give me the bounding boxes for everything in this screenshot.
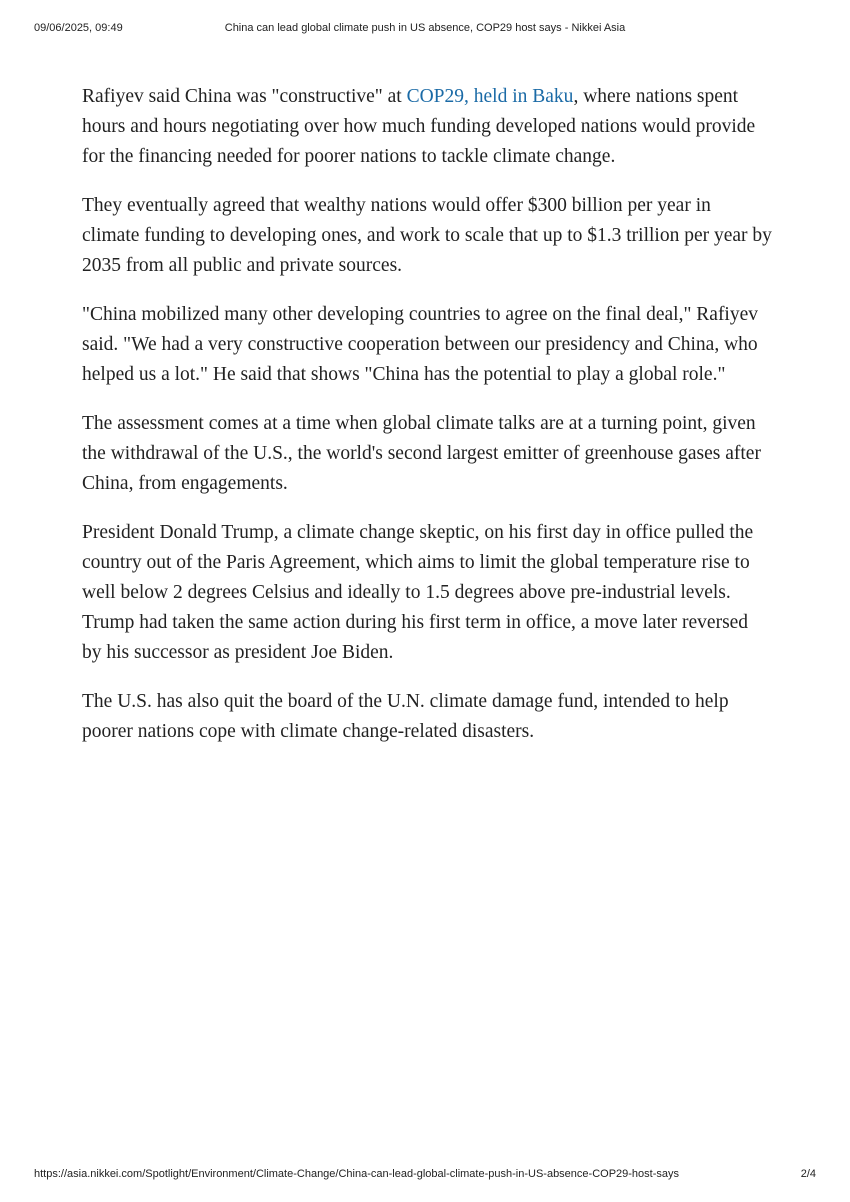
paragraph-text: , where nations spent hours and hours negotiating over how much funding developed nations would provide for the financing needed for poorer nations to tackle climate change.: [82, 86, 756, 167]
print-footer: [34, 1168, 816, 1182]
print-page-number: 2/4: [800, 1168, 816, 1180]
article-paragraph-4: The assessment comes at a time when global climate talks are at a turning point, given the withdrawal of the U.S., the world's second largest emitter of greenhouse gases after China, from engagements.: [82, 413, 761, 494]
paragraph-text: Rafiyev said China was "constructive" at: [82, 86, 407, 107]
print-page-title: China can lead global climate push in US absence, COP29 host says - Nikkei Asia: [224, 22, 626, 34]
cop29-link[interactable]: COP29, held in Baku: [406, 86, 574, 107]
print-url: https://asia.nikkei.com/Spotlight/Environment/Climate-Change/China-can-lead-global-climate-push-in-US-absence-COP29-host-says: [34, 1168, 680, 1180]
article-paragraph-1: [82, 82, 772, 172]
article-paragraph-2: They eventually agreed that wealthy nations would offer $300 billion per year in climate funding to developing ones, and work to scale that up to $1.3 trillion per year by 2035 from all public and private sources.: [82, 195, 772, 276]
print-header: [34, 22, 816, 36]
article-paragraph-3: "China mobilized many other developing countries to agree on the final deal," Rafiyev said. "We had a very constructive cooperation between our presidency and China, who helped us a lot." He said that shows "China has the potential to play a global role.": [82, 304, 759, 385]
print-datetime: 09/06/2025, 09:49: [34, 22, 123, 34]
article-paragraph-6: The U.S. has also quit the board of the U.N. climate damage fund, intended to help poorer nations cope with climate change-related disasters.: [82, 691, 729, 742]
article-paragraph-5: President Donald Trump, a climate change skeptic, on his first day in office pulled the country out of the Paris Agreement, which aims to limit the global temperature rise to well below 2 degrees Celsius and ideally to 1.5 degrees above pre-industrial levels. Trump had taken the same action during his first term in office, a move later reversed by his successor as president Joe Biden.: [82, 522, 754, 663]
article-body: [82, 82, 772, 766]
